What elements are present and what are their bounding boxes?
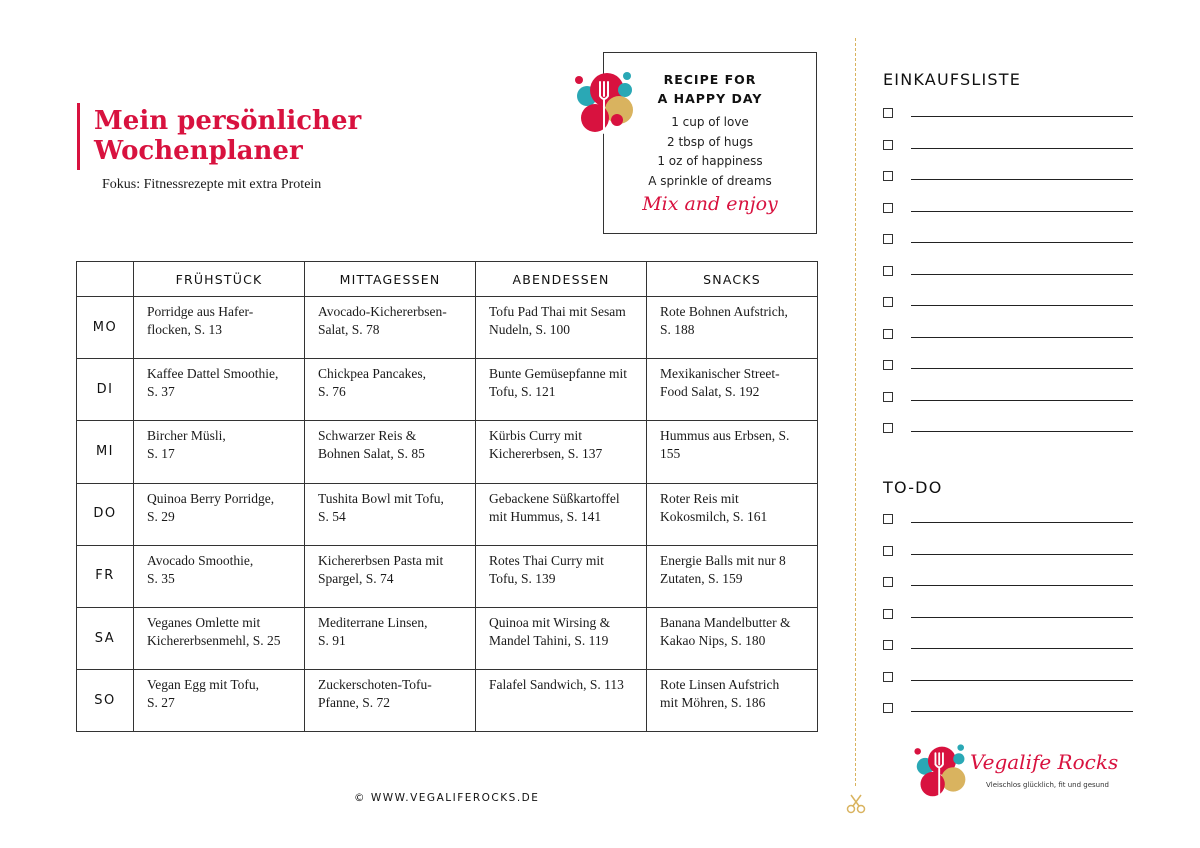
meal-cell-line: Bircher Müsli, — [147, 428, 226, 444]
meal-cell-line: Tofu, S. 139 — [489, 570, 556, 586]
shopping-list-checkbox[interactable] — [883, 329, 893, 339]
meal-cell-line: Zutaten, S. 159 — [660, 570, 743, 586]
todo-checkbox[interactable] — [883, 546, 893, 556]
focus-subtitle: Fokus: Fitnessrezepte mit extra Protein — [102, 177, 322, 192]
meal-cell-line: mit Hummus, S. 141 — [489, 508, 602, 524]
column-header: FRÜHSTÜCK — [134, 262, 305, 297]
page-title-line1: Mein persönlicher — [94, 106, 362, 136]
recipe-heading — [640, 70, 780, 108]
meal-cell — [305, 607, 476, 669]
meal-cell-line: Food Salat, S. 192 — [660, 384, 760, 400]
fork-bubbles-logo-icon — [912, 742, 972, 800]
footer-url: © WWW.VEGALIFEROCKS.DE — [354, 792, 540, 804]
meal-cell — [476, 297, 647, 359]
todo-write-line[interactable] — [911, 680, 1133, 681]
column-header: MITTAGESSEN — [305, 262, 476, 297]
table-row — [77, 359, 818, 421]
shopping-list-write-line[interactable] — [911, 274, 1133, 275]
meal-cell — [305, 421, 476, 483]
shopping-list-item[interactable] — [883, 265, 1133, 279]
shopping-list-checkbox[interactable] — [883, 297, 893, 307]
meal-cell — [476, 421, 647, 483]
shopping-list-write-line[interactable] — [911, 242, 1133, 243]
shopping-list-item[interactable] — [883, 328, 1133, 342]
column-header: ABENDESSEN — [476, 262, 647, 297]
table-row — [77, 545, 818, 607]
meal-cell-line: S. 29 — [147, 508, 175, 524]
meal-cell-line: Hummus aus Erbsen, S. — [660, 428, 790, 444]
meal-cell-line: Rote Linsen Aufstrich — [660, 677, 780, 693]
shopping-list-checkbox[interactable] — [883, 203, 893, 213]
meal-cell-line: 155 — [660, 446, 681, 462]
meal-cell — [134, 545, 305, 607]
meal-cell-line: Mexikanischer Street- — [660, 366, 780, 382]
table-row — [77, 483, 818, 545]
meal-cell-line: S. 17 — [147, 446, 175, 462]
meal-cell — [476, 670, 647, 732]
scissors-icon — [845, 792, 867, 814]
meal-cell-line: flocken, S. 13 — [147, 322, 222, 337]
table-corner-cell — [77, 262, 134, 297]
shopping-list-checkbox[interactable] — [883, 392, 893, 402]
meal-cell-line: Nudeln, S. 100 — [489, 322, 570, 337]
dashed-cut-line — [855, 38, 856, 786]
meal-cell — [305, 297, 476, 359]
recipe-line: 1 oz of happiness — [657, 154, 763, 168]
table-row — [77, 421, 818, 483]
shopping-list-checkbox[interactable] — [883, 108, 893, 118]
meal-cell-line: Avocado Smoothie, — [147, 552, 254, 568]
meal-cell-line: Chickpea Pancakes, — [318, 366, 426, 382]
meal-cell-line: Energie Balls mit nur 8 — [660, 552, 786, 568]
shopping-list-write-line[interactable] — [911, 400, 1133, 401]
table-row — [77, 607, 818, 669]
meal-cell-line: S. 27 — [147, 695, 175, 711]
meal-cell-line: S. 91 — [318, 632, 346, 648]
shopping-list-item[interactable] — [883, 202, 1133, 216]
meal-cell-line: Falafel Sandwich, S. 113 — [489, 677, 624, 693]
todo-item[interactable] — [883, 545, 1133, 559]
meal-cell-line: Kürbis Curry mit — [489, 428, 582, 444]
todo-item[interactable] — [883, 576, 1133, 590]
meal-cell-line: Porridge aus Hafer- — [147, 304, 254, 319]
shopping-list-write-line[interactable] — [911, 337, 1133, 338]
meal-cell-line: Schwarzer Reis & — [318, 428, 417, 444]
meal-cell — [647, 670, 818, 732]
column-header: SNACKS — [647, 262, 818, 297]
meal-cell — [647, 297, 818, 359]
shopping-list-write-line[interactable] — [911, 368, 1133, 369]
meal-cell-line: S. 188 — [660, 322, 695, 337]
todo-heading: TO-DO — [883, 478, 943, 497]
todo-item[interactable] — [883, 639, 1133, 653]
shopping-list-checkbox[interactable] — [883, 266, 893, 276]
meal-cell-line: Kakao Nips, S. 180 — [660, 632, 766, 648]
meal-cell-line: S. 35 — [147, 570, 175, 586]
shopping-list-item[interactable] — [883, 422, 1133, 436]
meal-cell-line: Banana Mandelbutter & — [660, 614, 791, 630]
title-accent-bar — [77, 103, 80, 170]
meal-plan-table — [76, 261, 818, 732]
meal-cell — [305, 483, 476, 545]
meal-cell-line: Rote Bohnen Aufstrich, — [660, 304, 788, 319]
shopping-list-checkbox[interactable] — [883, 171, 893, 181]
day-label: DO — [77, 483, 134, 545]
shopping-list-item[interactable] — [883, 139, 1133, 153]
todo-checkbox[interactable] — [883, 577, 893, 587]
meal-cell — [134, 670, 305, 732]
meal-cell-line: Tushita Bowl mit Tofu, — [318, 490, 444, 506]
shopping-list-write-line[interactable] — [911, 431, 1133, 432]
shopping-list-write-line[interactable] — [911, 179, 1133, 180]
page-title-line2: Wochenplaner — [94, 136, 303, 166]
recipe-ingredients — [630, 113, 790, 191]
meal-cell — [305, 670, 476, 732]
meal-cell — [476, 359, 647, 421]
meal-cell-line: S. 54 — [318, 508, 346, 524]
table-header-row — [77, 262, 818, 297]
shopping-list-write-line[interactable] — [911, 305, 1133, 306]
meal-cell-line: Kichererbsen Pasta mit — [318, 552, 444, 568]
shopping-list-checkbox[interactable] — [883, 234, 893, 244]
todo-write-line[interactable] — [911, 554, 1133, 555]
meal-cell-line: Kaffee Dattel Smoothie, — [147, 366, 279, 382]
meal-cell — [134, 297, 305, 359]
recipe-heading-line2: A HAPPY DAY — [657, 91, 763, 106]
shopping-list-checkbox[interactable] — [883, 423, 893, 433]
todo-write-line[interactable] — [911, 711, 1133, 712]
meal-cell-line: S. 76 — [318, 384, 346, 400]
todo-checkbox[interactable] — [883, 672, 893, 682]
shopping-list-write-line[interactable] — [911, 116, 1133, 117]
todo-write-line[interactable] — [911, 617, 1133, 618]
meal-cell-line: Rotes Thai Curry mit — [489, 552, 604, 568]
meal-cell-line: Salat, S. 78 — [318, 322, 380, 337]
meal-cell-line: Veganes Omlette mit — [147, 614, 261, 630]
shopping-list-item[interactable] — [883, 359, 1133, 373]
meal-cell-line: Tofu, S. 121 — [489, 384, 556, 400]
meal-cell-line: Tofu Pad Thai mit Sesam — [489, 304, 626, 319]
shopping-list-item[interactable] — [883, 233, 1133, 247]
meal-cell-line: Zuckerschoten-Tofu- — [318, 677, 432, 693]
meal-cell — [134, 421, 305, 483]
day-label: MO — [77, 297, 134, 359]
shopping-list-item[interactable] — [883, 170, 1133, 184]
shopping-list-item[interactable] — [883, 391, 1133, 405]
meal-cell-line: Kokosmilch, S. 161 — [660, 508, 768, 524]
meal-cell-line: Mandel Tahini, S. 119 — [489, 632, 609, 648]
brand-name: Vegalife Rocks — [970, 750, 1119, 774]
meal-cell-line: Avocado-Kichererbsen- — [318, 304, 447, 319]
todo-write-line[interactable] — [911, 585, 1133, 586]
recipe-line: A sprinkle of dreams — [648, 173, 772, 188]
meal-cell — [305, 545, 476, 607]
meal-cell — [647, 545, 818, 607]
table-body — [77, 297, 818, 732]
meal-cell — [647, 421, 818, 483]
todo-item[interactable] — [883, 608, 1133, 622]
fork-bubbles-logo-icon — [573, 68, 637, 138]
todo-checkbox[interactable] — [883, 640, 893, 650]
todo-item[interactable] — [883, 702, 1133, 716]
todo-write-line[interactable] — [911, 522, 1133, 523]
meal-cell — [476, 545, 647, 607]
meal-cell-line: Pfanne, S. 72 — [318, 695, 390, 711]
page-title — [94, 106, 361, 166]
table-row — [77, 670, 818, 732]
meal-cell — [647, 483, 818, 545]
meal-cell — [134, 359, 305, 421]
recipe-line: 2 tbsp of hugs — [667, 134, 753, 149]
recipe-line: 1 cup of love — [671, 115, 749, 129]
todo-item[interactable] — [883, 671, 1133, 685]
shopping-list-checkbox[interactable] — [883, 140, 893, 150]
shopping-list-write-line[interactable] — [911, 148, 1133, 149]
day-label: FR — [77, 545, 134, 607]
meal-cell — [647, 607, 818, 669]
meal-cell-line: S. 37 — [147, 384, 175, 400]
meal-cell-line: Gebackene Süßkartoffel — [489, 490, 620, 506]
table-row — [77, 297, 818, 359]
todo-checkbox[interactable] — [883, 609, 893, 619]
meal-cell-line: Bohnen Salat, S. 85 — [318, 446, 425, 462]
brand-tagline: Vleischlos glücklich, fit und gesund — [986, 781, 1110, 789]
shopping-list-item[interactable] — [883, 296, 1133, 310]
day-label: MI — [77, 421, 134, 483]
meal-cell-line: mit Möhren, S. 186 — [660, 695, 766, 711]
meal-cell — [476, 483, 647, 545]
meal-cell — [647, 359, 818, 421]
meal-cell-line: Quinoa mit Wirsing & — [489, 614, 611, 630]
todo-item[interactable] — [883, 513, 1133, 527]
shopping-list-write-line[interactable] — [911, 211, 1133, 212]
todo-checkbox[interactable] — [883, 514, 893, 524]
meal-cell-line: Kichererbsenmehl, S. 25 — [147, 632, 281, 648]
day-label: SA — [77, 607, 134, 669]
meal-cell-line: Bunte Gemüsepfanne mit — [489, 366, 627, 382]
meal-cell-line: Spargel, S. 74 — [318, 570, 394, 586]
meal-cell — [476, 607, 647, 669]
meal-cell-line: Kichererbsen, S. 137 — [489, 446, 603, 462]
meal-cell — [305, 359, 476, 421]
meal-cell-line: Vegan Egg mit Tofu, — [147, 677, 260, 693]
shopping-list-heading: EINKAUFSLISTE — [883, 70, 1022, 89]
todo-checkbox[interactable] — [883, 703, 893, 713]
meal-cell — [134, 607, 305, 669]
shopping-list-checkbox[interactable] — [883, 360, 893, 370]
meal-cell — [134, 483, 305, 545]
day-label: SO — [77, 670, 134, 732]
recipe-sign-off: Mix and enjoy — [642, 193, 778, 215]
shopping-list-item[interactable] — [883, 107, 1133, 121]
day-label: DI — [77, 359, 134, 421]
todo-write-line[interactable] — [911, 648, 1133, 649]
meal-cell-line: Quinoa Berry Porridge, — [147, 490, 275, 506]
recipe-heading-line1: RECIPE FOR — [663, 72, 757, 87]
meal-cell-line: Roter Reis mit — [660, 490, 739, 506]
meal-cell-line: Mediterrane Linsen, — [318, 614, 428, 630]
